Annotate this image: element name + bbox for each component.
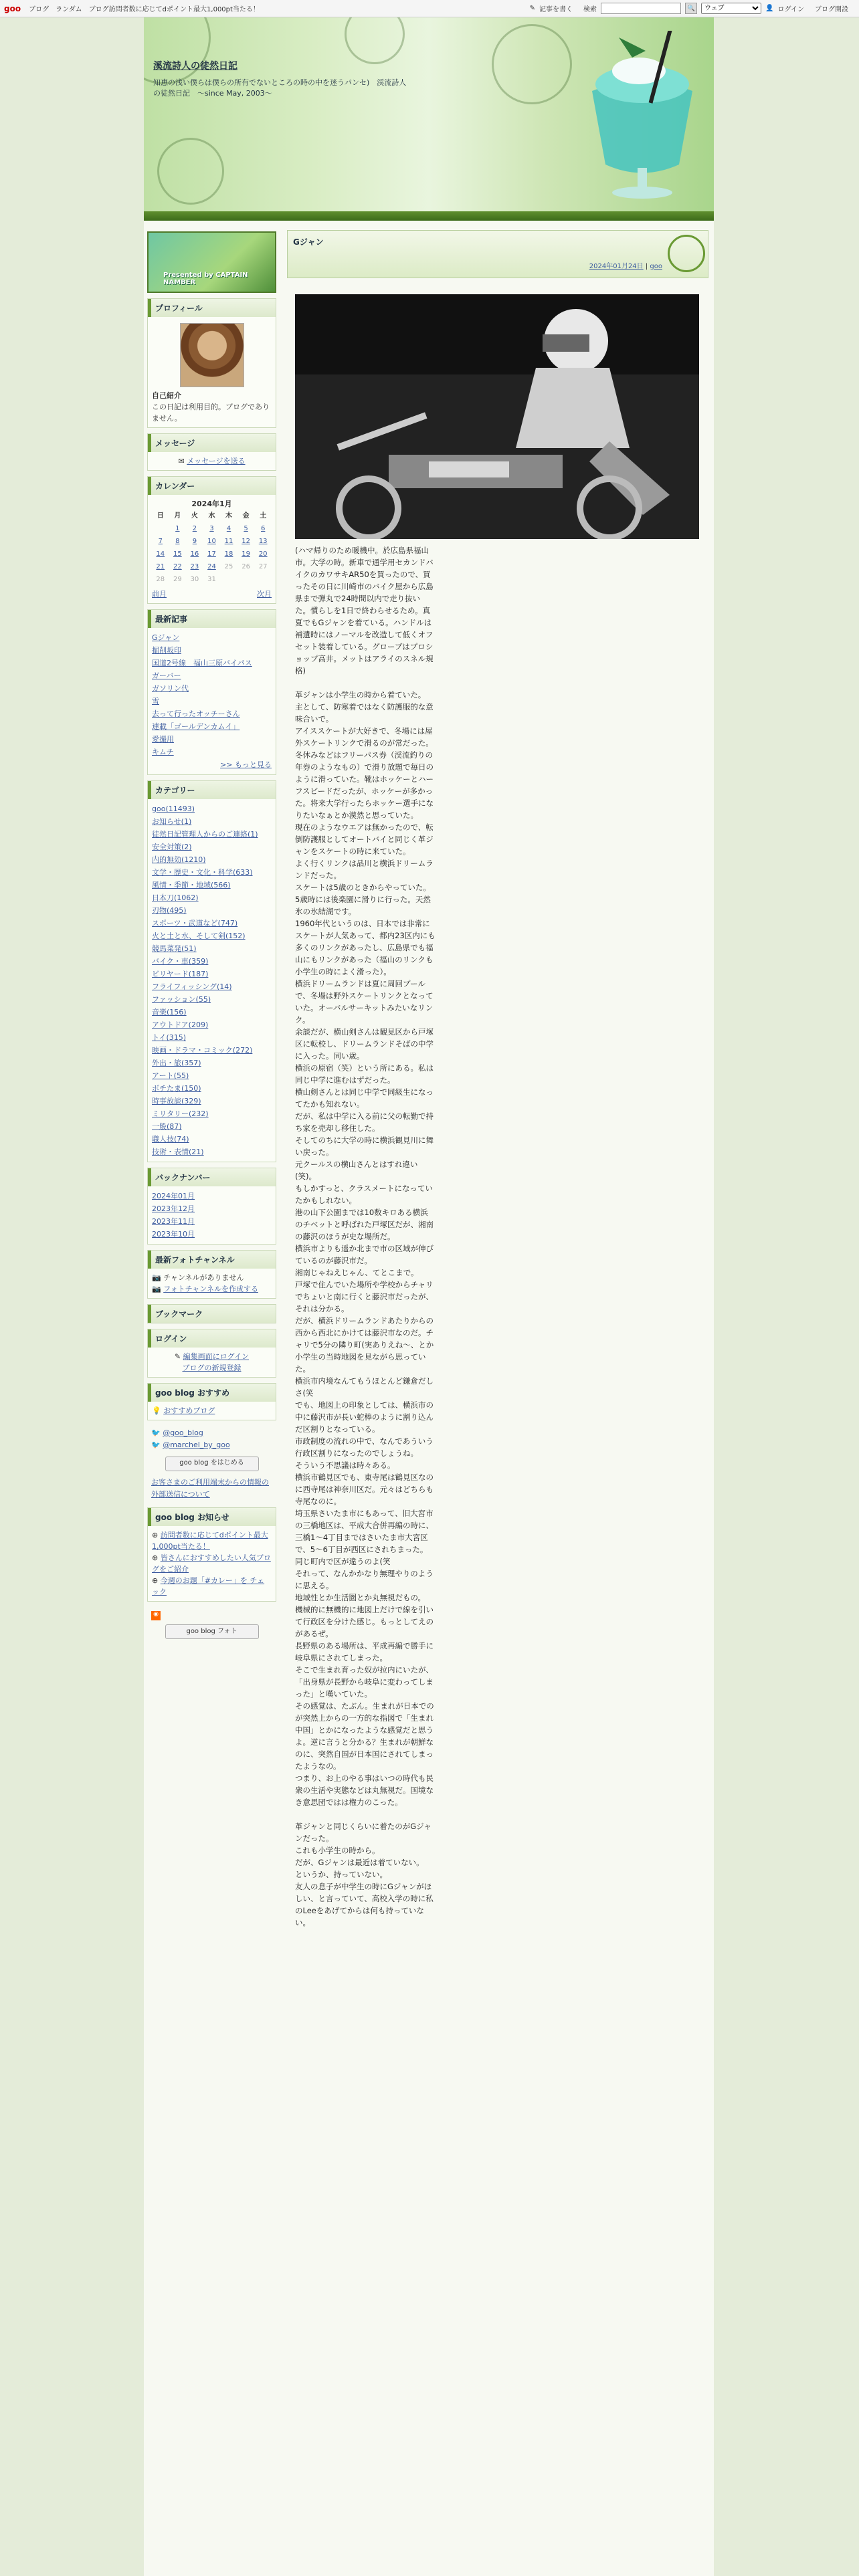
calendar-day[interactable]: 3 <box>209 525 214 532</box>
notice-icon: ⊕ <box>152 1576 159 1585</box>
backnumber-link[interactable]: 2024年01月 <box>152 1192 195 1200</box>
entry-paragraph: そしてのちに大学の時に横浜観見川に舞い戻った。 <box>295 1136 434 1157</box>
calendar-month: 2024年1月 <box>191 500 232 508</box>
category-link[interactable]: 日本刀(1062) <box>152 893 199 902</box>
entry-paragraph: 横山剣さんとは同じ中学で同級生になってたかも知れない。 <box>295 1087 434 1109</box>
entry-meta: 2024年01月24日 | goo <box>589 263 662 270</box>
rss-icon[interactable]: ◉ <box>151 1611 161 1620</box>
news-link[interactable]: 訪問者数に応じてdポイント最大1,000pt当たる！ <box>152 1531 268 1551</box>
banner-text: Presented by CAPTAIN NAMBER <box>163 272 248 286</box>
blog-title[interactable]: 溪流詩人の徒然日記 <box>153 61 237 72</box>
entry-paragraph: 同じ町内で区が違うのよ(笑 <box>295 1557 391 1566</box>
leaf-ornament-icon <box>668 235 705 272</box>
category-link[interactable]: 時事放談(329) <box>152 1097 201 1105</box>
pencil-icon: ✎ <box>174 1352 181 1361</box>
blog-header <box>144 17 714 211</box>
entry-paragraph: だが、私は中学に入る前に父の転勤で持ち家を売却し移住した。 <box>295 1111 434 1133</box>
twitter-links <box>147 1426 276 1502</box>
calendar-day[interactable]: 1 <box>175 525 180 532</box>
entry-category[interactable]: goo <box>650 263 662 270</box>
external-transmission-link[interactable]: お客さまのご利用端末からの情報の外部送信について <box>151 1478 269 1499</box>
entry-header <box>287 230 708 278</box>
start-goo-blog-button[interactable]: goo blog をはじめる <box>165 1457 259 1471</box>
category-link[interactable]: 安全対策(2) <box>152 843 192 851</box>
entry-paragraph: 横浜市よりも遥か北まで市の区域が伸びているのが藤沢市だ。 <box>295 1244 434 1265</box>
weekday-label: 金 <box>242 512 250 520</box>
calendar-heading: カレンダー <box>148 477 276 495</box>
recent-entry-link[interactable]: 愛撮用 <box>152 735 174 744</box>
recent-entry-link[interactable]: Gジャン <box>152 633 180 642</box>
entry-body <box>295 544 436 1929</box>
entry-paragraph: 港の山下公園までは10数キロある横浜のチベットと呼ばれた戸塚区だが、湘南の藤沢のほうが史な場所だ。 <box>295 1208 434 1241</box>
category-link[interactable]: フライフィッシング(14) <box>152 982 232 991</box>
category-link[interactable]: 映画・ドラマ・コミック(272) <box>152 1046 253 1055</box>
calendar-day <box>254 573 272 586</box>
calendar-next-link[interactable]: 次月 <box>257 590 272 599</box>
calendar-day[interactable]: 10 <box>207 538 216 545</box>
entry-title[interactable]: Gジャン <box>293 237 324 247</box>
weekday-label: 月 <box>174 512 181 520</box>
category-link[interactable]: 音楽(156) <box>152 1008 187 1016</box>
category-link[interactable]: 徒然日記管理人からのご連絡(1) <box>152 830 258 839</box>
category-link[interactable]: お知らせ(1) <box>152 817 192 826</box>
entry-paragraph: だが、横浜ドリームランドあたりからの西から西北にかけては藤沢市なのだ。チャリで5分の隣り町(実ありえね〜、とか小学生の当時地図を見ながら思っていた。 <box>295 1316 434 1374</box>
entry-paragraph: 余談だが、横山剣さんは観見区から戸塚区に転校し、ドリームランドそばの中学に入った。同い歳。 <box>295 1027 434 1061</box>
category-link[interactable]: ミリタリー(232) <box>152 1109 209 1118</box>
entry-paragraph: よく行くリンクは品川と横浜ドリームランドだった。 <box>295 859 434 880</box>
twitter-link[interactable]: @marchel_by_goo <box>163 1440 230 1449</box>
intro-text: この日記は利用目的。ブログでありません。 <box>152 403 270 423</box>
calendar-day[interactable]: 6 <box>261 525 266 532</box>
calendar-day[interactable]: 20 <box>258 550 268 558</box>
bulb-icon: 💡 <box>152 1406 161 1415</box>
category-link[interactable]: 内的無効(1210) <box>152 855 206 864</box>
photo-channel-heading: 最新フォトチャンネル <box>148 1251 276 1269</box>
entry-paragraph: 横浜市鶴見区でも、東寺尾は鶴見区なのに西寺尾は神奈川区だ。元々はどちらも寺尾なのに。 <box>295 1473 434 1506</box>
recent-entries-box <box>147 609 276 775</box>
twitter-icon: 🐦 <box>151 1428 161 1437</box>
login-heading: ログイン <box>148 1329 276 1348</box>
calendar-day[interactable]: 21 <box>156 563 165 570</box>
weekday-label: 火 <box>191 512 198 520</box>
toolbar-link-blog[interactable]: ブログ <box>29 6 50 13</box>
category-link[interactable]: 競馬菜発(51) <box>152 944 197 953</box>
category-link[interactable]: ファッション(55) <box>152 995 211 1004</box>
category-link[interactable]: 火と土と水、そして剣(152) <box>152 932 246 940</box>
calendar-box <box>147 476 276 604</box>
pencil-icon: ✎ <box>529 5 536 12</box>
calendar-day <box>237 573 255 586</box>
login-link[interactable]: ログイン <box>777 6 804 13</box>
backnumber-link[interactable]: 2023年12月 <box>152 1204 195 1213</box>
news-heading: goo blog お知らせ <box>148 1508 276 1526</box>
category-link[interactable]: スポーツ・武道など(747) <box>152 919 238 928</box>
calendar-day[interactable]: 22 <box>173 563 182 570</box>
entry-paragraph: 長野県のある場所は、平成再編で勝手に岐阜県にされてしまった。 <box>295 1641 434 1662</box>
entry-paragraph: 湘南じゃねえじゃん、てとこまで。 <box>295 1268 419 1277</box>
category-box <box>147 780 276 1162</box>
calendar-day[interactable]: 5 <box>244 525 248 532</box>
entry-paragraph: もしかすっと、クラスメートになっていたかもしれない。 <box>295 1184 433 1205</box>
entry-paragraph: だが、Gジャンは最近は着ていない。 <box>295 1858 424 1867</box>
entry-paragraph: でも、地図上の印象としては、横浜市の中に藤沢市が長い蛇棒のように割り込んだ区割りとなっている。 <box>295 1400 434 1434</box>
category-link[interactable]: アート(55) <box>152 1071 189 1080</box>
bookmark-box <box>147 1304 276 1323</box>
ornament-icon <box>492 24 572 104</box>
entry-paragraph: それって、なんかかなり無理やりのように思える。 <box>295 1569 434 1590</box>
category-link[interactable]: 風情・季節・地域(566) <box>152 881 231 889</box>
camera-icon: 📷 <box>152 1285 161 1293</box>
rss-area <box>147 1607 276 1644</box>
category-link[interactable]: 一般(87) <box>152 1122 182 1131</box>
entry-paragraph: これも小学生の時から。 <box>295 1846 380 1855</box>
calendar-day[interactable]: 15 <box>173 550 182 558</box>
recent-more-link[interactable]: >> もっと見る <box>220 760 272 769</box>
goo-logo[interactable]: goo <box>4 3 21 13</box>
edit-login-link[interactable]: 編集画面にログイン <box>183 1352 250 1361</box>
calendar-day: 27 <box>258 563 268 570</box>
backnumber-box <box>147 1168 276 1245</box>
twitter-link[interactable]: @goo_blog <box>163 1428 203 1437</box>
recent-entry-link[interactable]: 国道2号線 福山三原バイパス <box>152 659 252 667</box>
recent-entry-link[interactable]: 連載「ゴールデンカムイ」 <box>152 722 240 731</box>
calendar-day[interactable]: 4 <box>226 525 231 532</box>
entry-paragraph: アイススケートが大好きで、冬場には屋外スケートリンクで滑るのが常だった。 <box>295 726 434 748</box>
calendar-day[interactable]: 17 <box>207 550 216 558</box>
calendar-day[interactable]: 14 <box>156 550 165 558</box>
weekday-label: 木 <box>225 512 233 520</box>
motorcycle-photo <box>295 294 699 539</box>
category-heading: カテゴリー <box>148 781 276 799</box>
recommend-box <box>147 1383 276 1420</box>
ornament-icon <box>157 138 224 205</box>
entry-paragraph <box>295 677 436 689</box>
category-link[interactable]: バイク・車(359) <box>152 957 209 966</box>
toolbar-link-campaign[interactable]: ブログ訪問者数に応じてdポイント最大1,000pt当たる！ <box>88 6 260 13</box>
calendar-day[interactable]: 11 <box>224 538 233 545</box>
entry-paragraph: というか、持っていない。 <box>295 1870 387 1879</box>
goo-toolbar <box>0 0 859 17</box>
mail-icon: ✉ <box>178 457 185 465</box>
news-box <box>147 1507 276 1602</box>
no-channel-text: 📷 チャンネルがありません <box>152 1273 244 1282</box>
news-link[interactable]: 皆さんにおすすめしたい人気ブログをご紹介 <box>152 1553 271 1574</box>
entry-paragraph: 横浜の原宿（笑）という所にある。私は同じ中学に進むはずだった。 <box>295 1063 434 1085</box>
recent-entry-link[interactable]: 雪 <box>152 697 159 706</box>
entry-paragraph: スケートは5歳のときからやっていた。5歳時には後楽園に滑りに行った。天然氷の氷結湖です。 <box>295 883 431 916</box>
category-link[interactable]: 文学・歴史・文化・科学(633) <box>152 868 253 877</box>
register-blog-link[interactable]: ブログの新規登録 <box>182 1364 242 1372</box>
entry-paragraph: 主として、防寒着ではなく防護服的な意味合いで。 <box>295 702 434 724</box>
blog-description: 知恵の浅い僕らは僕らの所有でないところの時の中を迷うパンセ) 渓流詩人の徒然日記 ～since May, 2003～ <box>153 78 407 98</box>
search-button[interactable]: 🔍 <box>685 3 697 14</box>
calendar-day[interactable]: 8 <box>175 538 180 545</box>
calendar-day: 28 <box>156 576 165 583</box>
notice-icon: ⊕ <box>152 1553 159 1562</box>
entry-paragraph: 冬休みなどはフリーパス券（渓流釣りの年券のようなもの）で滑り放題で毎日のように滑っていた。靴はホッケーとハーフスピードだったが、ホッケーが多かった。将来大学行ったらホッケー選手になりたいなぁとか漠然と思っていた。 <box>295 750 434 820</box>
login-box <box>147 1329 276 1378</box>
category-link[interactable]: ボチたま(150) <box>152 1084 201 1093</box>
recent-entry-link[interactable]: キムチ <box>152 748 174 756</box>
entry-paragraph: 友人の息子が中学生の時にGジャンがほしい、と言っていて、高校入学の時に私のLeeをあげてからは何も持っていない。 <box>295 1882 434 1927</box>
ornament-icon <box>144 17 211 84</box>
recommend-heading: goo blog おすすめ <box>148 1384 276 1402</box>
entry-paragraph: その感覚は、たぶん。生まれが日本でのが突然上からの一方的な指図で「生まれ中国」とかになったような感覚だと思うよ。逆に言うと分かる？生まれが朝鮮なのに、突然自国が日本国にされてしまったようなの。 <box>295 1701 434 1771</box>
open-blog-link[interactable]: ブログ開設 <box>815 6 848 13</box>
header-bar <box>144 211 714 221</box>
recent-entry-link[interactable]: 去って行ったオッチーさん <box>152 710 240 718</box>
category-link[interactable]: アウトドア(209) <box>152 1021 209 1029</box>
calendar-day: 30 <box>190 576 199 583</box>
calendar-prev-link[interactable]: 前月 <box>152 590 167 599</box>
entry-paragraph: 機械的に無機的に地図上だけで線を引いて行政区を分けた感じ。もっとしてえのがあるぜ。 <box>295 1605 434 1638</box>
category-link[interactable]: ビリヤード(187) <box>152 970 209 978</box>
bookmark-heading: ブックマーク <box>148 1305 276 1323</box>
entry-paragraph: 1960年代というのは、日本では非常にスケートが人気あって、都内23区内にも多くのリンクがあったし、広島県でも福山にもリンクがあった（福山のリンクも小学生の時によく滑った）。 <box>295 919 436 976</box>
recent-entry-link[interactable]: ガソリン代 <box>152 684 189 693</box>
goo-blog-photo-button[interactable]: goo blog フォト <box>165 1624 259 1639</box>
ornament-icon <box>345 17 405 64</box>
entry-paragraph: 横浜ドリームランドは夏に周回プールで、冬場は野外スケートリンクとなっていた。オーバルサーキットみたいなリンク。 <box>295 979 434 1025</box>
calendar-day[interactable]: 19 <box>242 550 250 558</box>
weekday-label: 水 <box>208 512 215 520</box>
cream-soda-image <box>579 31 706 201</box>
sidebar-banner[interactable] <box>147 231 276 293</box>
entry-paragraph: 市政制度の流れの中で、なんであういう行政区割りになったのでしょうね。 <box>295 1436 434 1458</box>
weekday-label: 土 <box>260 512 267 520</box>
entry-paragraph: そういう不思議は時々ある。 <box>295 1461 395 1470</box>
recent-entry-link[interactable]: ガーバー <box>152 671 181 680</box>
entry-paragraph: 埼玉県さいたま市にもあって、旧大宮市の三橋地区は、平成大合併再編の時に、三橋1〜4丁目まではさいたま市大宮区で、5〜6丁目が西区にされちまった。 <box>295 1509 434 1554</box>
calendar-day: 25 <box>224 563 233 570</box>
category-link[interactable]: 刃物(495) <box>152 906 187 915</box>
send-message-link[interactable]: メッセージを送る <box>187 457 246 465</box>
twitter-icon: 🐦 <box>151 1440 161 1449</box>
entry-paragraph: つまり、お上のやる事はいつの時代も民衆の生活や実態などは丸無視だ。国境なき意思団ではは権力のこった。 <box>295 1774 434 1807</box>
recent-heading: 最新記事 <box>148 610 276 628</box>
category-link[interactable]: 外出・旅(357) <box>152 1059 201 1067</box>
search-label: 検索 <box>583 6 597 13</box>
entry-paragraph: (ハマ帰りのため暖機中。於広島県福山市。大学の時。新車で通学用セカンドバイクのカワサキAR50を買ったので、買ったその日に川崎市のバイク屋から広島県まで弾丸で24時間以内で走り抜いた。慣らしを1日で終わらせるため。真夏でもGジャンを着ている。ハンドルは補遺時にはノーマルを改造して低くオフセット装着している。グローブはプロショップ高井。メットはアライのスネル規格) <box>295 546 434 675</box>
message-heading: メッセージ <box>148 434 276 452</box>
calendar-table <box>152 510 272 586</box>
page-wrapper <box>144 17 714 2576</box>
entry-paragraph <box>295 1808 436 1820</box>
calendar-day[interactable]: 16 <box>190 550 199 558</box>
category-link[interactable]: goo(11493) <box>152 804 195 813</box>
entry-article <box>287 230 708 1927</box>
entry-paragraph: 革ジャンと同じくらいに着たのがGジャンだった。 <box>295 1822 432 1843</box>
calendar-day[interactable]: 2 <box>192 525 197 532</box>
entry-paragraph: 戸塚で住んでいた場所や学校からチャリでちょいと南に行くと藤沢市だったが、それは分かる。 <box>295 1280 434 1313</box>
calendar-day[interactable]: 7 <box>158 538 163 545</box>
recommend-blog-link[interactable]: おすすめブログ <box>163 1406 215 1415</box>
profile-box <box>147 298 276 428</box>
category-link[interactable]: トイ(315) <box>152 1033 187 1042</box>
backnumber-link[interactable]: 2023年11月 <box>152 1217 195 1226</box>
weekday-label: 日 <box>157 512 164 520</box>
calendar-day[interactable]: 24 <box>207 563 216 570</box>
calendar-day <box>152 522 169 535</box>
entry-paragraph: 地域性とか生活圏とか丸無視だもの。 <box>295 1593 426 1602</box>
camera-icon: 📷 <box>152 1273 161 1282</box>
toolbar-link-random[interactable]: ランダム <box>56 6 82 13</box>
avatar <box>180 323 244 387</box>
entry-paragraph: そこで生まれ育った奴が拉内にいたが、「出身県が長野から岐阜に変わってしまった」と嘆いていた。 <box>295 1665 434 1699</box>
calendar-day: 26 <box>242 563 250 570</box>
write-article-link[interactable]: 記事を書く <box>539 6 573 13</box>
calendar-day[interactable]: 13 <box>258 538 268 545</box>
photo-channel-box <box>147 1250 276 1299</box>
intro-label: 自己紹介 <box>152 391 181 400</box>
backnumber-link[interactable]: 2023年10月 <box>152 1230 195 1239</box>
calendar-day <box>220 573 237 586</box>
calendar-day[interactable]: 18 <box>224 550 233 558</box>
calendar-day: 31 <box>207 576 216 583</box>
entry-date[interactable]: 2024年01月24日 <box>589 263 644 270</box>
profile-heading: プロフィール <box>148 299 276 317</box>
entry-paragraph: 横浜市内境なんてもうほとんど鎌倉だしさ(笑 <box>295 1376 434 1398</box>
calendar-day[interactable]: 9 <box>192 538 197 545</box>
category-link[interactable]: 職人技(74) <box>152 1135 189 1144</box>
create-photo-channel-link[interactable]: フォトチャンネルを作成する <box>163 1285 258 1293</box>
category-link[interactable]: 技術・表情(21) <box>152 1148 204 1156</box>
backnumber-heading: バックナンバー <box>148 1168 276 1186</box>
calendar-day[interactable]: 12 <box>242 538 250 545</box>
search-scope-select[interactable] <box>701 3 761 14</box>
news-link[interactable]: 今週のお題「#カレー」を チェック <box>152 1576 265 1596</box>
entry-paragraph: 革ジャンは小学生の時から着ていた。 <box>295 690 426 700</box>
search-input[interactable] <box>601 3 681 14</box>
login-icon: 👤 <box>765 5 774 12</box>
calendar-day: 29 <box>173 576 182 583</box>
recent-entry-link[interactable]: 掘削坂印 <box>152 646 181 655</box>
sidebar <box>147 231 276 1644</box>
notice-icon: ⊕ <box>152 1531 159 1539</box>
message-box <box>147 433 276 471</box>
entry-paragraph: 元クールスの横山さんとはすれ違い(笑)。 <box>295 1160 418 1181</box>
calendar-day[interactable]: 23 <box>190 563 199 570</box>
entry-paragraph: 現在のようなウエアは無かったので、転倒防護服としてオートバイと同じく革ジャンをスケートの時に来ていた。 <box>295 823 434 856</box>
